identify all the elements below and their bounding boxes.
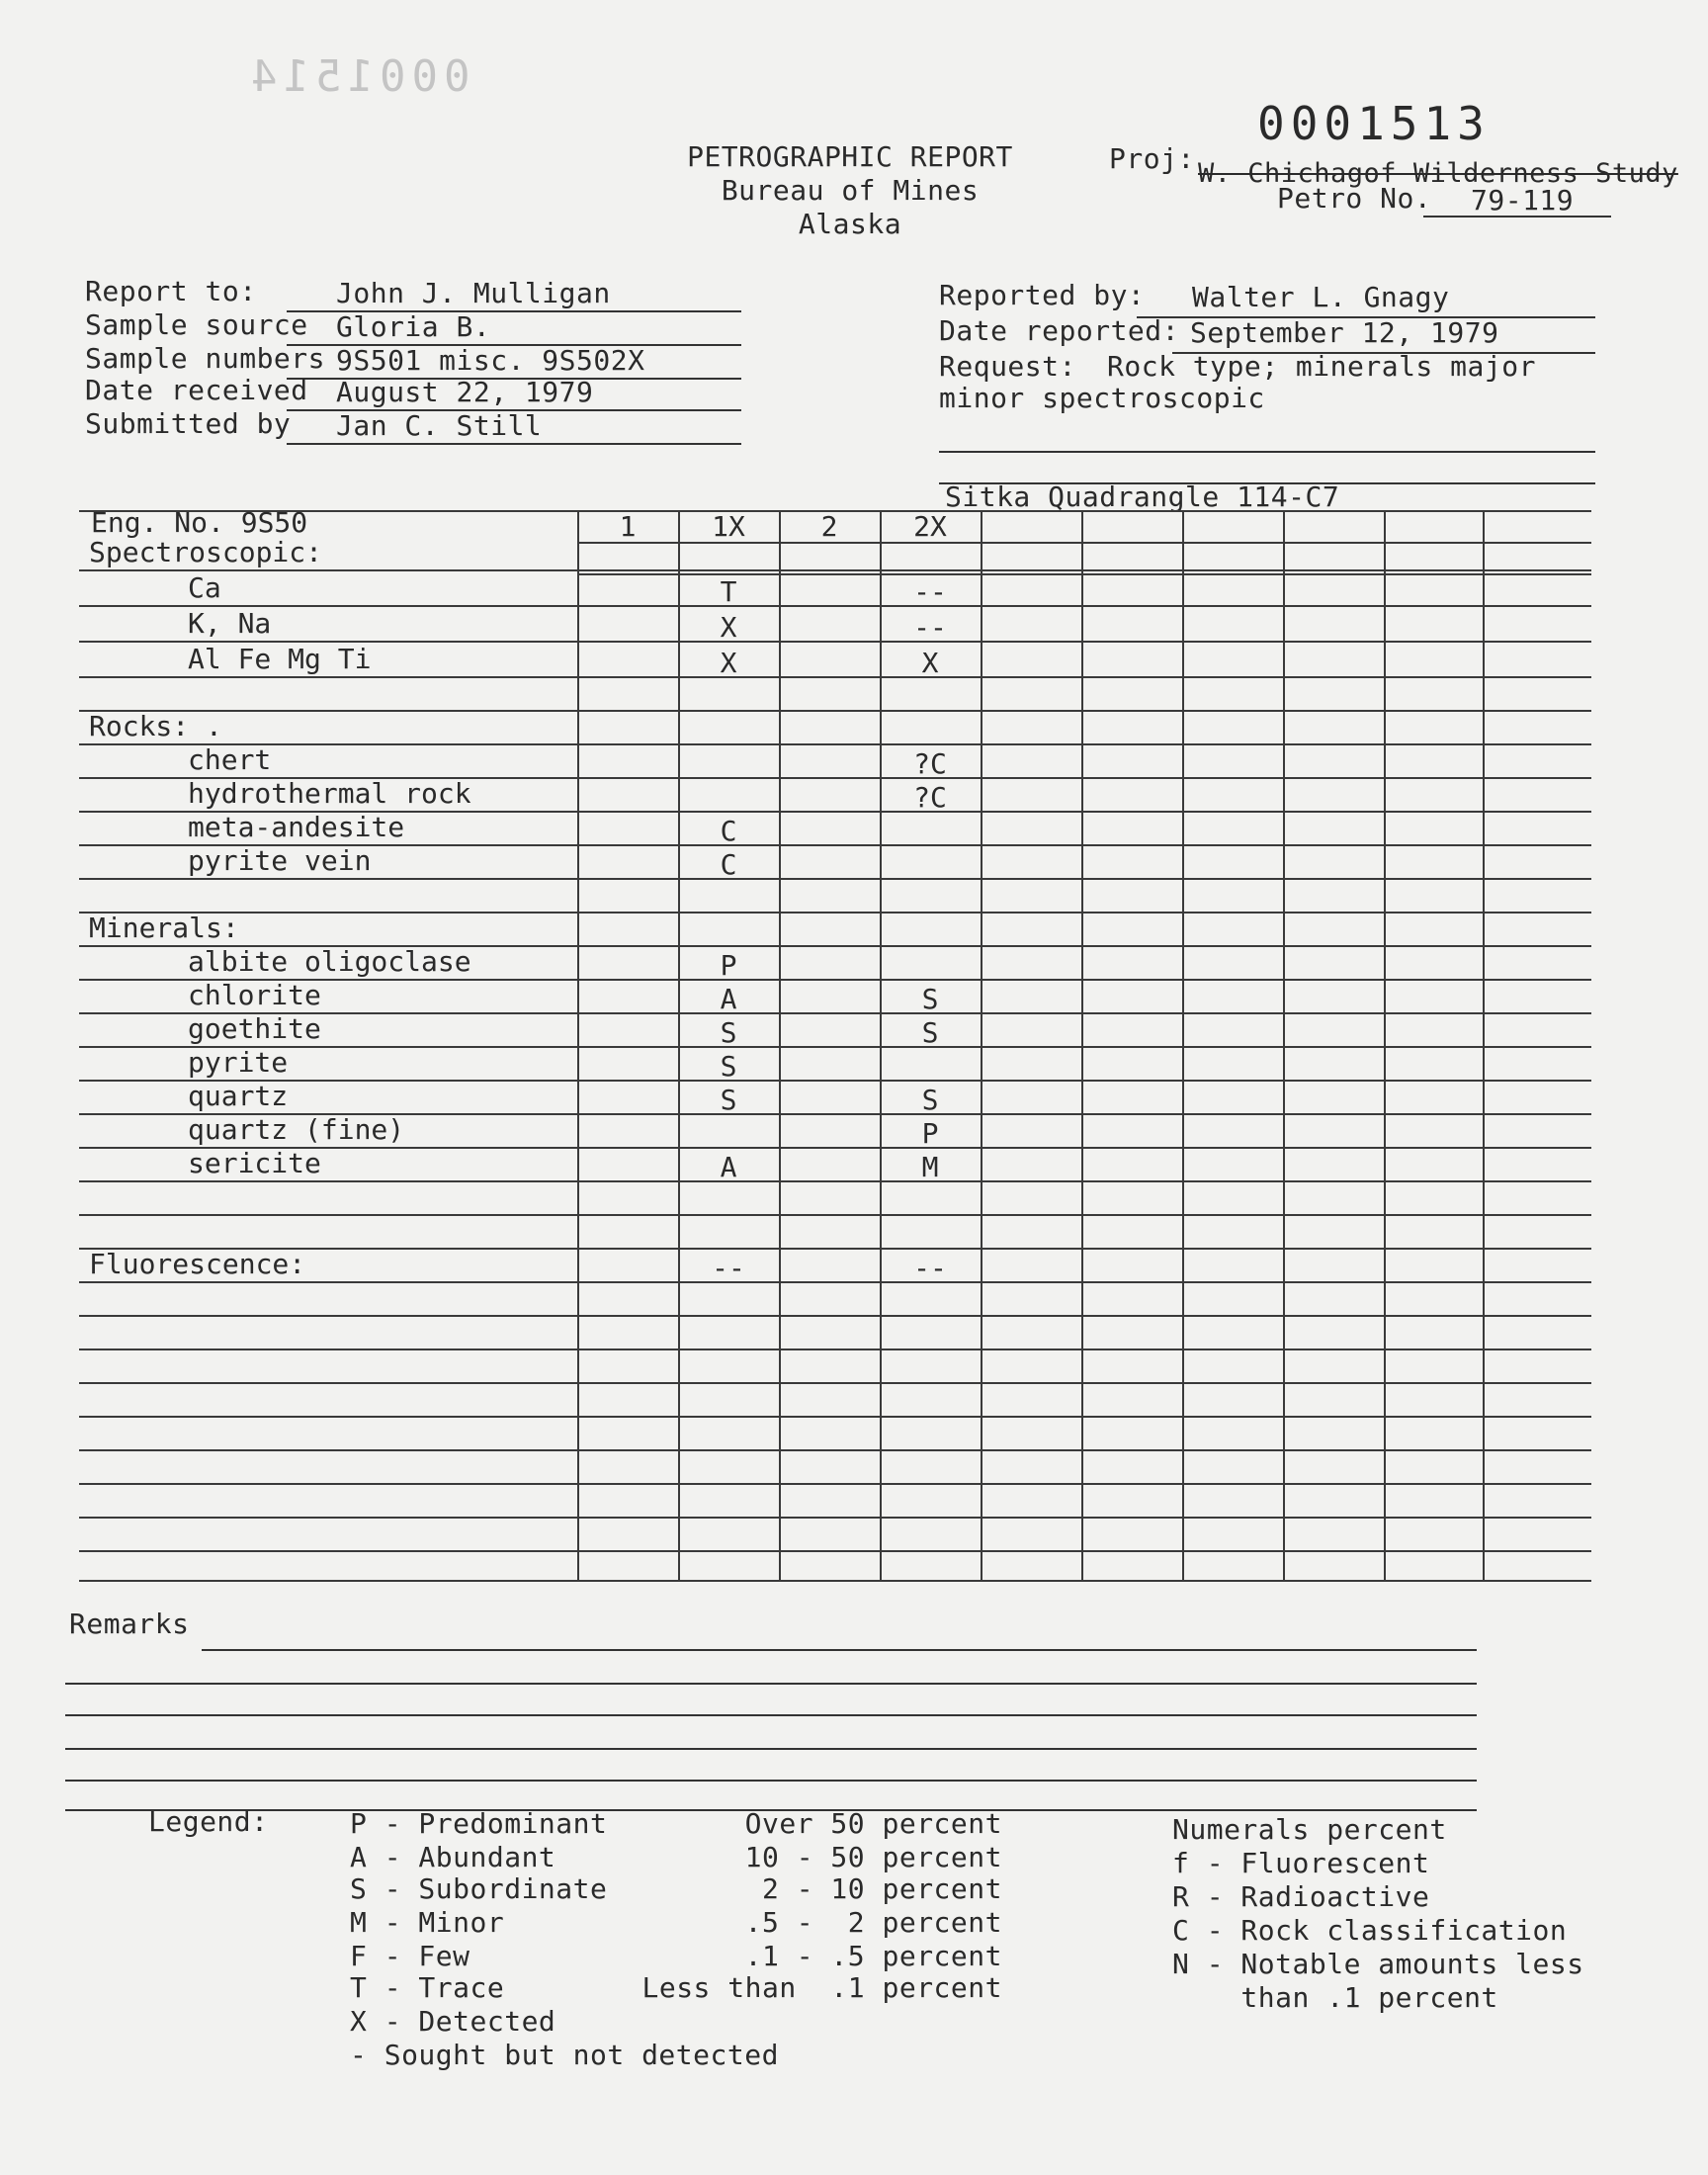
row-label: pyrite vein	[188, 844, 372, 877]
column-header: 2	[820, 510, 838, 543]
date-reported-label: Date reported:	[939, 314, 1180, 347]
legend-range: .5 - 2 percent	[744, 1906, 1002, 1939]
request-line-2: minor spectroscopic	[939, 382, 1265, 414]
section-heading: Minerals:	[89, 912, 239, 944]
row-label: chlorite	[188, 979, 321, 1011]
row-label: pyrite	[188, 1046, 289, 1079]
legend-note: f - Fluorescent	[1172, 1847, 1430, 1879]
table-cell: A	[720, 983, 737, 1015]
table-cell: X	[720, 611, 737, 644]
legend-code: F - Few	[350, 1940, 470, 1972]
request-line-1: Rock type; minerals major	[1107, 350, 1536, 383]
quadrangle: Sitka Quadrangle 114-C7	[945, 480, 1340, 513]
row-label: Ca	[188, 571, 221, 604]
section-heading: Rocks: .	[89, 710, 222, 742]
field-value: Jan C. Still	[336, 409, 543, 442]
column-header: 2X	[913, 510, 947, 543]
table-cell: S	[720, 1084, 737, 1116]
legend-range: .1 - .5 percent	[744, 1940, 1002, 1972]
legend-code: T - Trace	[350, 1971, 505, 2004]
field-value: John J. Mulligan	[336, 277, 611, 309]
date-reported-value: September 12, 1979	[1190, 316, 1499, 349]
column-header: 1X	[712, 510, 745, 543]
section-heading: Spectroscopic:	[89, 536, 323, 568]
legend-note: N - Notable amounts less	[1172, 1948, 1584, 1980]
table-cell: T	[720, 575, 737, 608]
row-label: quartz (fine)	[188, 1113, 405, 1146]
row-label: albite oligoclase	[188, 945, 471, 978]
legend-code: S - Subordinate	[350, 1872, 608, 1905]
legend-note: C - Rock classification	[1172, 1914, 1568, 1947]
field-label: Sample source	[85, 308, 308, 341]
report-state: Alaska	[798, 208, 902, 240]
table-cell: S	[921, 1016, 939, 1049]
table-cell: --	[913, 575, 947, 608]
document-number: 0001513	[1257, 97, 1491, 150]
table-cell: ?C	[913, 747, 947, 780]
legend-label: Legend:	[148, 1805, 269, 1838]
table-cell: --	[913, 611, 947, 644]
field-value: Gloria B.	[336, 310, 491, 343]
row-label: sericite	[188, 1147, 321, 1179]
legend-range: Less than .1 percent	[641, 1971, 1002, 2004]
legend-code: A - Abundant	[350, 1841, 556, 1873]
legend-code: M - Minor	[350, 1906, 505, 1939]
table-cell: C	[720, 815, 737, 847]
petro-label: Petro No.	[1277, 182, 1432, 215]
row-label: goethite	[188, 1012, 321, 1045]
proj-value: W. Chichagof Wilderness Study	[1198, 158, 1678, 189]
table-cell: S	[921, 983, 939, 1015]
field-label: Sample numbers	[85, 342, 326, 375]
table-cell: P	[720, 949, 737, 982]
legend-range: 2 - 10 percent	[744, 1872, 1002, 1905]
remarks-label: Remarks	[69, 1608, 190, 1640]
petro-value: 79-119	[1471, 184, 1575, 217]
legend-code: X - Detected	[350, 2005, 556, 2038]
column-header: 1	[619, 510, 637, 543]
table-cell: --	[712, 1252, 745, 1284]
table-cell: C	[720, 848, 737, 881]
row-label: K, Na	[188, 607, 272, 640]
legend-code: P - Predominant	[350, 1807, 608, 1840]
legend-range: 10 - 50 percent	[744, 1841, 1002, 1873]
table-cell: --	[913, 1252, 947, 1284]
proj-label: Proj:	[1109, 142, 1195, 175]
field-label: Submitted by	[85, 407, 292, 440]
bleed-through-number: 0001514	[245, 51, 470, 102]
table-cell: X	[921, 647, 939, 679]
legend-note: than .1 percent	[1172, 1981, 1498, 2014]
reported-by-value: Walter L. Gnagy	[1192, 281, 1450, 313]
row-label: Al Fe Mg Ti	[188, 643, 372, 675]
table-cell: S	[720, 1050, 737, 1083]
row-label: chert	[188, 743, 272, 776]
table-cell: S	[921, 1084, 939, 1116]
table-cell: P	[921, 1117, 939, 1150]
table-cell: M	[921, 1151, 939, 1183]
legend-note: R - Radioactive	[1172, 1880, 1430, 1913]
table-cell: S	[720, 1016, 737, 1049]
field-label: Date received	[85, 374, 308, 406]
legend-code: - Sought but not detected	[350, 2039, 779, 2071]
table-cell: X	[720, 647, 737, 679]
eng-number: Eng. No. 9S50	[91, 506, 308, 539]
row-label: quartz	[188, 1080, 289, 1112]
legend-note: Numerals percent	[1172, 1813, 1447, 1846]
report-org: Bureau of Mines	[721, 174, 980, 207]
legend-range: Over 50 percent	[744, 1807, 1002, 1840]
field-value: 9S501 misc. 9S502X	[336, 344, 645, 377]
table-cell: A	[720, 1151, 737, 1183]
reported-by-label: Reported by:	[939, 279, 1146, 311]
report-title: PETROGRAPHIC REPORT	[687, 140, 1013, 173]
row-label: hydrothermal rock	[188, 777, 471, 810]
row-label: meta-andesite	[188, 811, 405, 843]
section-heading: Fluorescence:	[89, 1248, 306, 1280]
field-value: August 22, 1979	[336, 376, 594, 408]
request-label: Request:	[939, 350, 1076, 383]
field-label: Report to:	[85, 275, 257, 307]
table-cell: ?C	[913, 781, 947, 814]
